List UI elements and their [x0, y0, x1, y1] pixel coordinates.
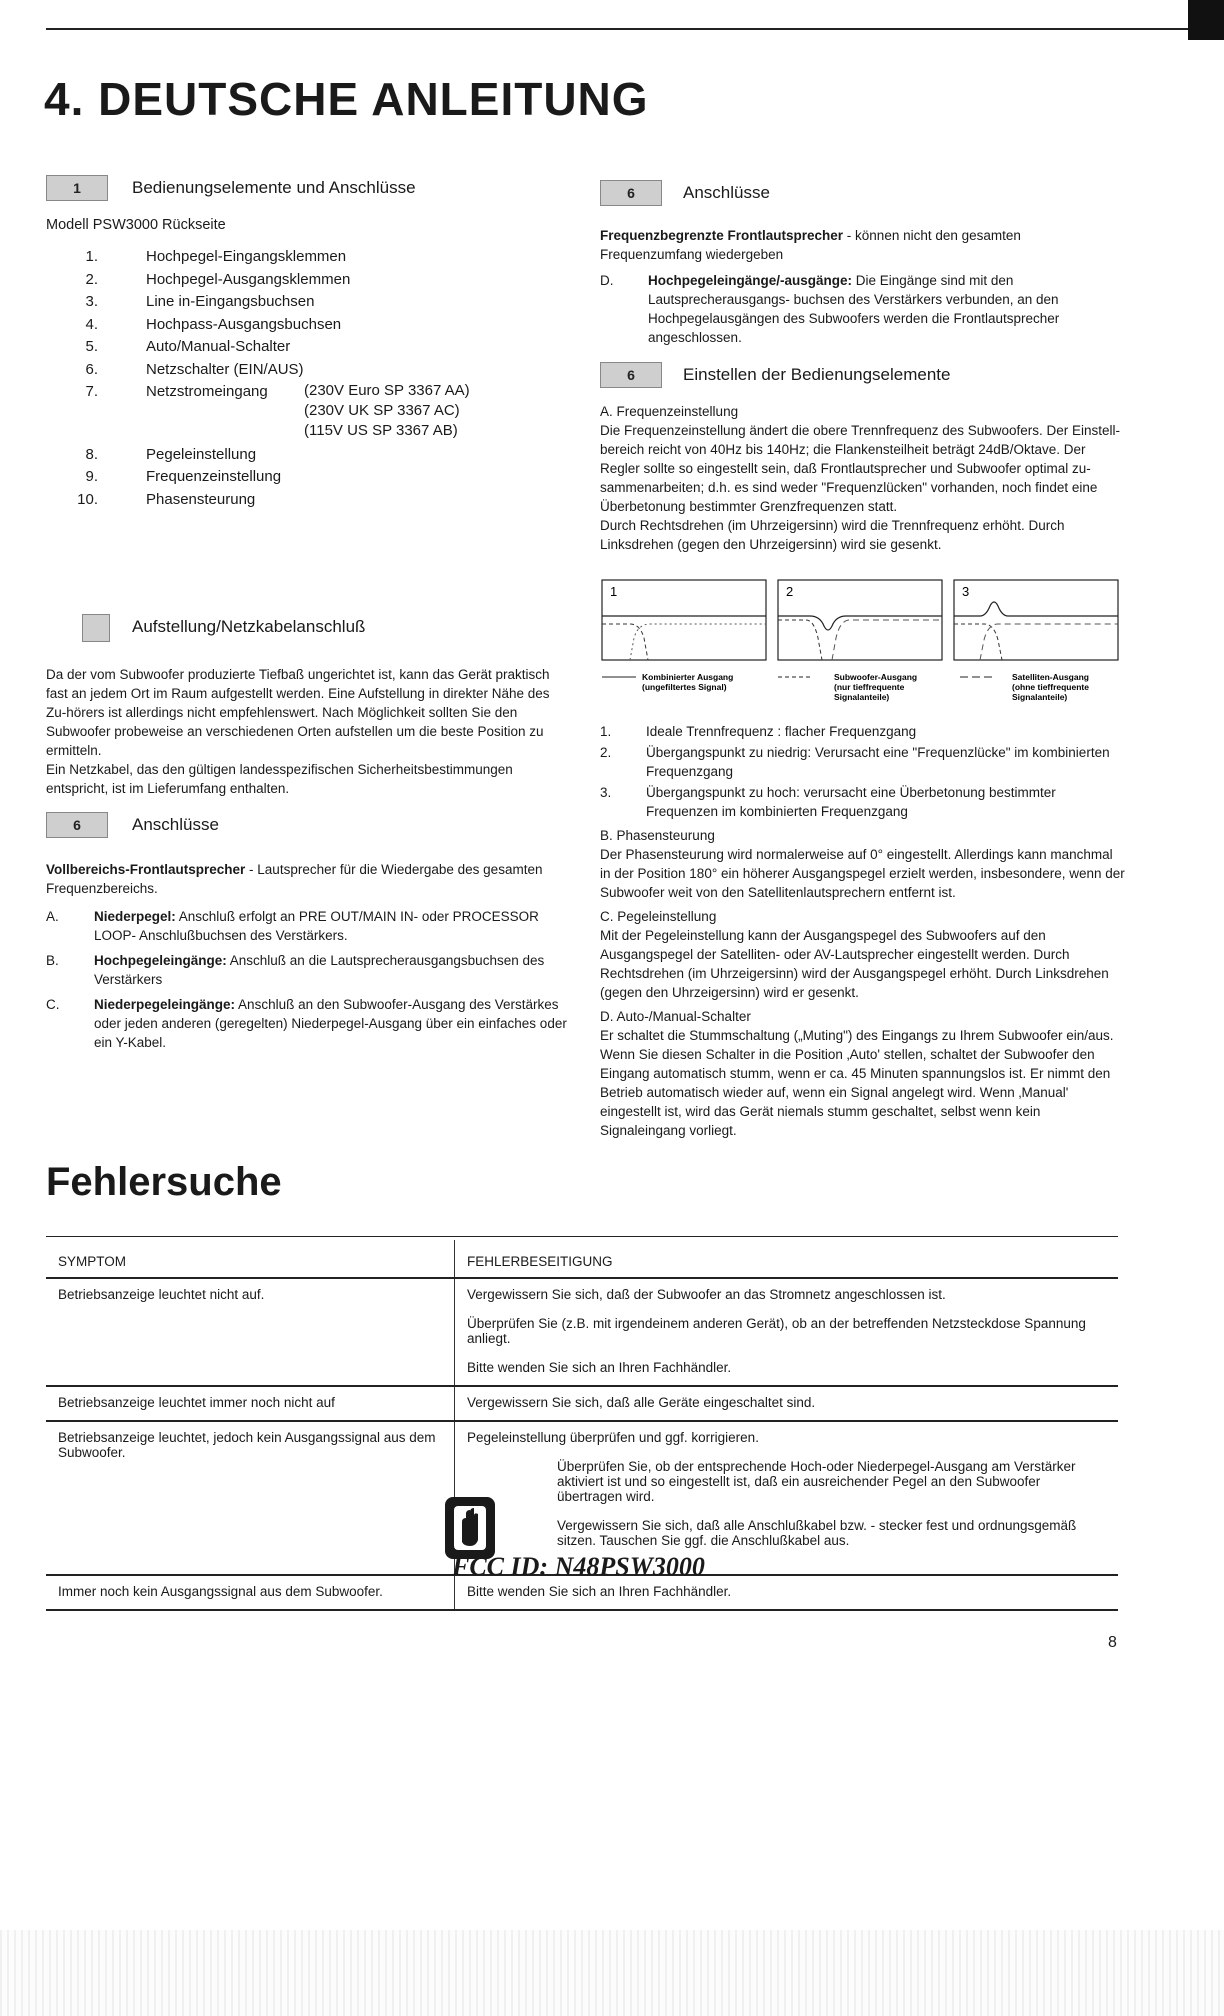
- section-badge: 6: [600, 362, 662, 388]
- legend-label: (nur tieffrequente: [834, 682, 905, 692]
- adjust-subsections: [600, 826, 1125, 1140]
- list-item: 6. Netzschalter (EIN/AUS): [85, 360, 304, 378]
- list-item: 7. Netzstromeingang (230V Euro SP 3367 AA) (230V UK SP 3367 AC) (115V US SP 3367 AB): [85, 382, 470, 439]
- fix-cell: [455, 1386, 1119, 1421]
- section-title-connections-2: Anschlüsse: [683, 183, 770, 202]
- scan-corner-mark: [1188, 0, 1224, 40]
- graph-2: [778, 580, 942, 660]
- symptom-cell: Betriebsanzeige leuchtet nicht auf.: [46, 1278, 455, 1386]
- frequency-section: [600, 402, 1125, 554]
- power-variant: (230V Euro SP 3367 AA): [304, 382, 470, 399]
- controls-list: [46, 246, 566, 511]
- legend-label: (ungefiltertes Signal): [642, 682, 727, 692]
- legend-label: Satelliten-Ausgang: [1012, 672, 1089, 682]
- graph-3: [954, 580, 1118, 660]
- list-item: 4. Hochpass-Ausgangsbuchsen: [85, 315, 342, 333]
- list-item: 10. Phasensteurung: [77, 490, 256, 508]
- legend-label: (ohne tieffrequente: [1012, 682, 1089, 692]
- section-title-setup: Aufstellung/Netzkabelanschluß: [132, 617, 366, 636]
- model-subtitle: Modell PSW3000 Rückseite: [46, 217, 226, 233]
- column-header: FEHLERBESEITIGUNG: [455, 1240, 1119, 1278]
- list-item: 9. Frequenzeinstellung: [85, 468, 282, 485]
- graph-legend: [602, 672, 1089, 702]
- fix-step: Pegeleinstellung überprüfen und ggf. korrigieren.: [467, 1430, 759, 1445]
- symptom-cell: Betriebsanzeige leuchtet immer noch nicht auf: [46, 1386, 455, 1421]
- paragraph: Ein Netzkabel, das den gültigen landesspezifischen Sicherheitsbestimmungen entspricht, ist im Lieferumfang enthalten.: [46, 762, 513, 796]
- fix-step: Überprüfen Sie, ob der entsprechende Hoch-oder Niederpegel-Ausgang am Verstärker aktiviert ist und so eingestellt ist, daß ein ausreichender Pegel an den Subwoofer übertragen wird.: [557, 1459, 1076, 1504]
- section-title-connections: Anschlüsse: [132, 815, 219, 834]
- scan-artifact: [0, 1930, 1224, 2016]
- paragraph: Die Frequenzeinstellung ändert die obere Trennfrequenz des Subwoofers. Der Einstell-bereich reicht von 40Hz bis 140Hz; die Flankensteilheit beträgt 24dB/Oktave. Der Regler sollte so eingestellt sein, daß Frontlautsprecher und Subwoofer optimal zu-sammenarbeiten; d.h. es sind weder "Frequenzlücken" vorhanden, noch findet eine Überbetonung bestimmter Grenzfrequenzen statt.: [600, 423, 1121, 514]
- section-badge: 6: [46, 812, 108, 838]
- crossover-notes: [600, 722, 1120, 821]
- power-variant: (230V UK SP 3367 AC): [304, 402, 460, 419]
- warning-hand-icon: [444, 1496, 496, 1560]
- table-row: [46, 1386, 1118, 1421]
- section-badge: 1: [46, 175, 108, 201]
- list-item: C. Niederpegeleingänge: Anschluß an den Subwoofer-Ausgang des Verstärkes oder jeden anderen (geregelten) Niederpegel-Ausgang über ein einfaches oder ein Y-Kabel.: [46, 997, 567, 1050]
- fix-step: Vergewissern Sie sich, daß alle Anschlußkabel bzw. - stecker fest und ordnungsgemäß sitzen. Tauschen Sie ggf. die Anschlußkabel aus.: [557, 1518, 1077, 1548]
- list-item: 3. Übergangspunkt zu hoch: verursacht eine Überbetonung bestimmter Frequenzen im kombinierten Frequenzgang: [600, 785, 1056, 819]
- connections-lead-2: Frequenzbegrenzte Frontlautsprecher - können nicht den gesamten Frequenzumfang wiedergeben: [600, 228, 1021, 262]
- list-item: B. Hochpegeleingänge: Anschluß an die Lautsprecherausgangsbuchsen des Verstärkers: [46, 953, 545, 987]
- legend-label: Kombinierter Ausgang: [642, 672, 734, 682]
- graph-label: 1: [610, 584, 618, 599]
- table-row: [46, 1278, 1118, 1386]
- paragraph: Der Phasensteurung wird normalerweise auf 0° eingestellt. Allerdings kann manchmal in der Position 180° ein höherer Ausgangspegel erzielt werden, insbesondere, wenn der Subwoofer weit von den Satellitenlautsprechern entfernt ist.: [600, 847, 1125, 900]
- section-badge: 6: [600, 180, 662, 206]
- graph-label: 2: [786, 584, 794, 599]
- column-header: SYMPTOM: [46, 1240, 455, 1278]
- symptom-cell: Immer noch kein Ausgangssignal aus dem Subwoofer.: [46, 1575, 455, 1610]
- paragraph: Er schaltet die Stummschaltung („Muting") des Eingangs zu Ihrem Subwoofer ein/aus. Wenn Sie diesen Schalter in die Position ‚Auto' stellen, schaltet der Subwoofer den Eingang automatisch stumm, wenn er ca. 45 Minuten spannungslos ist. Er nimmt den Betrieb automatisch wieder auf, wenn ein Signal angelegt wird. Wenn ‚Manual' eingestellt ist, wird das Gerät niemals stumm geschaltet, selbst wenn kein Signaleingang vorliegt.: [600, 1028, 1114, 1138]
- legend-label: Signalanteile): [834, 692, 890, 702]
- list-item: D. Hochpegeleingänge/-ausgänge: Die Eingänge sind mit den Lautsprecherausgangs- buchsen des Verstärkers verbunden, an den Hochpegelausgängen des Subwoofers werden die Frontlautsprecher angeschlossen.: [600, 273, 1060, 345]
- list-item: 8. Pegeleinstellung: [85, 445, 257, 463]
- connections-lead: Vollbereichs-Frontlautsprecher - Lautsprecher für die Wiedergabe des gesamten Frequenzbereichs.: [46, 862, 543, 896]
- fcc-id-stamp: FCC ID: N48PSW3000: [452, 1552, 705, 1581]
- list-item: 2. Hochpegel-Ausgangsklemmen: [85, 270, 351, 288]
- list-item: 3. Line in-Eingangsbuchsen: [85, 293, 315, 310]
- setup-text: [46, 665, 566, 798]
- crossover-diagrams: [600, 578, 1120, 713]
- legend-label: Signalanteile): [1012, 692, 1068, 702]
- fix-cell: [455, 1278, 1119, 1386]
- graph-1: [602, 580, 766, 660]
- subheading: C. Pegeleinstellung: [600, 909, 717, 924]
- power-variant: (115V US SP 3367 AB): [304, 422, 458, 439]
- top-rule: [46, 28, 1189, 30]
- paragraph: Da der vom Subwoofer produzierte Tiefbaß ungerichtet ist, kann das Gerät praktisch fast an jedem Ort im Raum aufgestellt werden. Eine Aufstellung in direkter Nähe des Zu-hörers ist allerdings nicht empfehlenswert. Nach Möglichkeit sollten Sie den Subwoofer probeweise an verschiedenen Orten aufstellen um die beste Position zu ermitteln.: [46, 667, 550, 758]
- subheading: D. Auto-/Manual-Schalter: [600, 1009, 751, 1024]
- fix-step: Vergewissern Sie sich, daß alle Geräte eingeschaltet sind.: [467, 1395, 816, 1410]
- table-top-rule: [46, 1236, 1118, 1237]
- subheading: A. Frequenzeinstellung: [600, 404, 739, 419]
- section-badge: [82, 614, 110, 642]
- paragraph: Mit der Pegeleinstellung kann der Ausgangspegel des Subwoofers auf den Ausgangspegel der Satelliten- oder AV-Lautsprecher eingestellt werden. Durch Rechtsdrehen (im Uhrzeigersinn) wird der Ausgangspegel erhöht. Durch Linksdrehen (gegen den Uhrzeigersinn) wird er gesenkt.: [600, 928, 1109, 1000]
- list-item: 1. Ideale Trennfrequenz : flacher Frequenzgang: [600, 724, 917, 739]
- fix-step: Vergewissern Sie sich, daß der Subwoofer an das Stromnetz angeschlossen ist.: [467, 1287, 946, 1302]
- fix-step: Bitte wenden Sie sich an Ihren Fachhändler.: [467, 1360, 732, 1375]
- section-title-controls: Bedienungselemente und Anschlüsse: [132, 178, 416, 197]
- legend-label: Subwoofer-Ausgang: [834, 672, 918, 682]
- list-item: A. Niederpegel: Anschluß erfolgt an PRE OUT/MAIN IN- oder PROCESSOR LOOP- Anschlußbuchsen des Verstärkers.: [46, 909, 539, 943]
- fix-step: Überprüfen Sie (z.B. mit irgendeinem anderen Gerät), ob an der betreffenden Netzsteckdose Spannung anliegt.: [467, 1316, 1086, 1346]
- graph-label: 3: [962, 584, 970, 599]
- list-item: 5. Auto/Manual-Schalter: [85, 338, 291, 355]
- troubleshooting-title: Fehlersuche: [46, 1160, 282, 1204]
- page-number: 8: [1108, 1634, 1117, 1651]
- subheading: B. Phasensteurung: [600, 828, 715, 843]
- page-title: 4. DEUTSCHE ANLEITUNG: [44, 73, 649, 125]
- list-item: 2. Übergangspunkt zu niedrig: Verursacht eine "Frequenzlücke" im kombinierten Frequenzgang: [600, 745, 1110, 779]
- connections-list: [46, 907, 576, 1052]
- section-title-adjust: Einstellen der Bedienungselemente: [683, 365, 951, 384]
- list-item: 1. Hochpegel-Eingangsklemmen: [85, 248, 347, 265]
- fix-step: Bitte wenden Sie sich an Ihren Fachhändler.: [467, 1584, 732, 1599]
- paragraph: Durch Rechtsdrehen (im Uhrzeigersinn) wird die Trennfrequenz erhöht. Durch Linksdrehen (gegen den Uhrzeigersinn) wird sie gesenkt.: [600, 518, 1065, 552]
- symptom-cell: Betriebsanzeige leuchtet, jedoch kein Ausgangssignal aus dem Subwoofer.: [46, 1421, 455, 1575]
